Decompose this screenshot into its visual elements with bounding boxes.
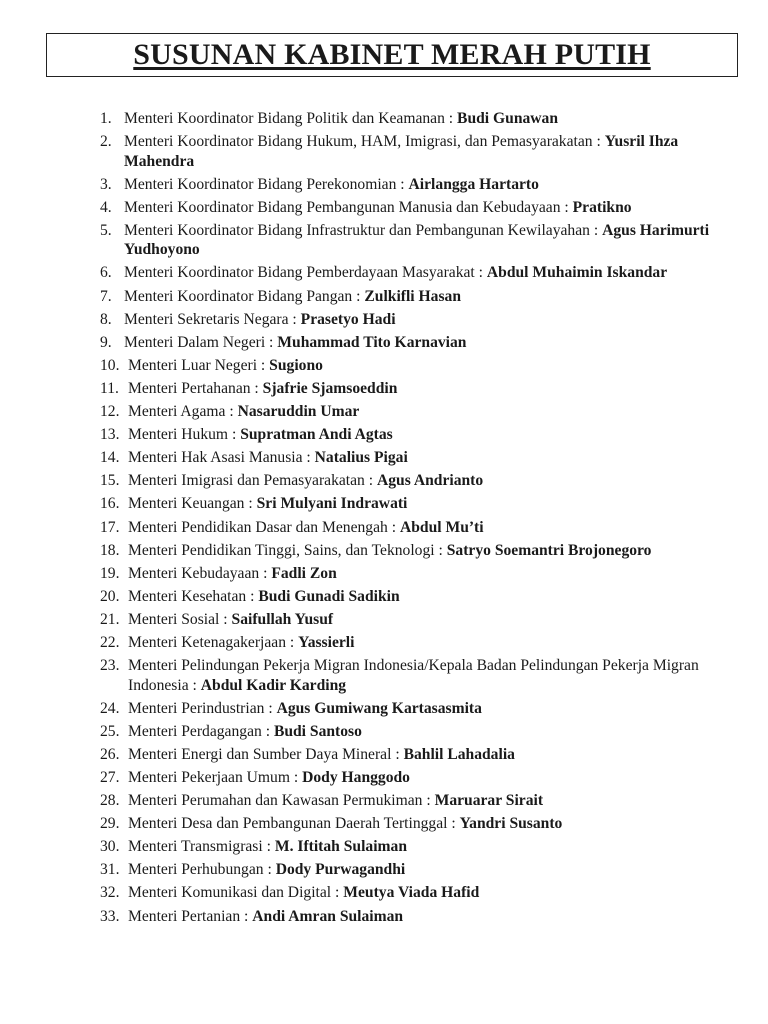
item-text (128, 837, 725, 857)
ministry-title: Menteri Kebudayaan : (128, 564, 268, 582)
item-text (124, 333, 725, 353)
minister-name: Sugiono (269, 356, 323, 374)
list-item (100, 541, 725, 561)
list-item (100, 356, 725, 376)
item-text (124, 175, 725, 195)
minister-name: Nasaruddin Umar (237, 403, 360, 421)
list-item (100, 518, 725, 538)
list-item (100, 610, 725, 630)
list-item (100, 132, 725, 171)
ministry-title: Menteri Pendidikan Tinggi, Sains, dan Teknologi : (128, 541, 443, 559)
ministry-title: Menteri Koordinator Bidang Pemberdayaan Masyarakat : (124, 264, 483, 282)
list-item (100, 287, 725, 307)
item-text (124, 109, 725, 129)
ministry-title: Menteri Transmigrasi : (128, 838, 271, 856)
list-item (100, 837, 725, 857)
minister-name: Abdul Muhaimin Iskandar (486, 264, 668, 282)
item-text (128, 610, 725, 630)
ministry-title: Menteri Agama : (128, 403, 234, 421)
item-number: 14. (100, 449, 120, 467)
list-item (100, 633, 725, 653)
minister-name: Supratman Andi Agtas (240, 426, 393, 444)
ministry-title: Menteri Koordinator Bidang Hukum, HAM, Imigrasi, dan Pemasyarakatan : (124, 133, 601, 151)
ministry-title: Menteri Pelindungan Pekerja Migran Indonesia/Kepala Badan Pelindungan Pekerja Migran Indonesia : (128, 657, 699, 694)
minister-name: Andi Amran Sulaiman (252, 907, 404, 925)
ministry-title: Menteri Hukum : (128, 426, 237, 444)
ministry-title: Menteri Imigrasi dan Pemasyarakatan : (128, 472, 374, 490)
list-item (100, 860, 725, 880)
item-number: 31. (100, 861, 120, 879)
item-number: 17. (100, 518, 120, 536)
item-text (128, 745, 725, 765)
minister-name: Budi Santoso (273, 722, 362, 740)
ministry-title: Menteri Sosial : (128, 610, 228, 628)
item-number: 2. (100, 133, 112, 151)
title-box (46, 33, 738, 77)
item-number: 15. (100, 472, 120, 490)
list-item (100, 310, 725, 330)
item-text (128, 907, 725, 927)
item-number: 3. (100, 175, 112, 193)
item-text (128, 356, 725, 376)
minister-name: Satryo Soemantri Brojonegoro (446, 541, 652, 559)
minister-name: Pratikno (572, 198, 632, 216)
item-number: 21. (100, 610, 120, 628)
item-text (128, 564, 725, 584)
item-text (128, 587, 725, 607)
minister-name: Natalius Pigai (314, 449, 408, 467)
item-number: 24. (100, 699, 120, 717)
ministry-title: Menteri Pendidikan Dasar dan Menengah : (128, 518, 397, 536)
minister-name: Agus Andrianto (377, 472, 484, 490)
item-number: 4. (100, 198, 112, 216)
ministry-title: Menteri Kesehatan : (128, 587, 255, 605)
ministry-title: Menteri Pertanian : (128, 907, 249, 925)
item-text (128, 883, 725, 903)
item-number: 9. (100, 333, 112, 351)
item-text (128, 425, 725, 445)
minister-name: Abdul Mu’ti (399, 518, 484, 536)
list-item (100, 221, 725, 260)
list-item (100, 722, 725, 742)
item-text (128, 791, 725, 811)
ministry-title: Menteri Desa dan Pembangunan Daerah Tertinggal : (128, 815, 456, 833)
ministry-title: Menteri Keuangan : (128, 495, 253, 513)
minister-name: Muhammad Tito Karnavian (277, 333, 467, 351)
minister-name: Prasetyo Hadi (300, 310, 396, 328)
ministry-title: Menteri Dalam Negeri : (124, 333, 274, 351)
minister-name: Meutya Viada Hafid (343, 884, 480, 902)
item-text (124, 287, 725, 307)
item-number: 23. (100, 657, 120, 675)
ministry-title: Menteri Pekerjaan Umum : (128, 768, 299, 786)
ministry-title: Menteri Koordinator Bidang Politik dan Keamanan : (124, 110, 454, 127)
ministry-title: Menteri Koordinator Bidang Pembangunan Manusia dan Kebudayaan : (124, 198, 569, 216)
list-item (100, 198, 725, 218)
minister-name: Airlangga Hartarto (408, 175, 539, 193)
ministry-title: Menteri Hak Asasi Manusia : (128, 449, 311, 467)
item-number: 30. (100, 838, 120, 856)
minister-name: Budi Gunawan (457, 110, 559, 127)
item-number: 16. (100, 495, 120, 513)
ministry-title: Menteri Ketenagakerjaan : (128, 633, 295, 651)
ministry-title: Menteri Luar Negeri : (128, 356, 266, 374)
minister-name: Yassierli (298, 633, 355, 651)
item-number: 25. (100, 722, 120, 740)
minister-name: Agus Gumiwang Kartasasmita (276, 699, 482, 717)
item-text (128, 379, 725, 399)
item-number: 7. (100, 287, 112, 305)
ministry-title: Menteri Perhubungan : (128, 861, 272, 879)
item-number: 1. (100, 110, 112, 127)
item-text (128, 518, 725, 538)
list-item (100, 425, 725, 445)
item-number: 22. (100, 633, 120, 651)
item-text (124, 132, 725, 171)
ministry-title: Menteri Sekretaris Negara : (124, 310, 297, 328)
minister-name: Agus Harimurti Yudhoyono (124, 221, 710, 259)
list-item (100, 471, 725, 491)
list-item (100, 699, 725, 719)
item-text (124, 221, 725, 260)
ministry-title: Menteri Koordinator Bidang Perekonomian : (124, 175, 405, 193)
minister-name: Maruarar Sirait (434, 792, 544, 810)
list-item (100, 656, 725, 695)
minister-name: Budi Gunadi Sadikin (258, 587, 400, 605)
item-text (128, 633, 725, 653)
ministry-title: Menteri Perumahan dan Kawasan Permukiman : (128, 792, 431, 810)
list-item (100, 564, 725, 584)
item-text (128, 722, 725, 742)
list-item (100, 263, 725, 283)
minister-name: Yandri Susanto (459, 815, 563, 833)
minister-name: Abdul Kadir Karding (200, 676, 347, 694)
cabinet-list (100, 109, 725, 930)
item-number: 6. (100, 264, 112, 282)
minister-name: Dody Hanggodo (302, 768, 410, 786)
item-text (128, 402, 725, 422)
item-text (124, 198, 725, 218)
list-item (100, 175, 725, 195)
item-number: 8. (100, 310, 112, 328)
ministry-title: Menteri Komunikasi dan Digital : (128, 884, 340, 902)
item-number: 18. (100, 541, 120, 559)
ministry-title: Menteri Koordinator Bidang Infrastruktur dan Pembangunan Kewilayahan : (124, 221, 599, 239)
list-item (100, 883, 725, 903)
item-number: 29. (100, 815, 120, 833)
item-number: 33. (100, 907, 120, 925)
list-item (100, 109, 725, 129)
minister-name: Zulkifli Hasan (364, 287, 462, 305)
item-text (128, 541, 725, 561)
minister-name: Yusril Ihza Mahendra (124, 133, 679, 170)
minister-name: Sri Mulyani Indrawati (256, 495, 408, 513)
item-text (124, 263, 725, 283)
item-text (128, 448, 725, 468)
list-item (100, 791, 725, 811)
minister-name: Saifullah Yusuf (231, 610, 334, 628)
item-text (124, 310, 725, 330)
item-number: 12. (100, 403, 120, 421)
minister-name: Fadli Zon (271, 564, 337, 582)
item-number: 26. (100, 745, 120, 763)
list-item (100, 768, 725, 788)
list-item (100, 333, 725, 353)
list-item (100, 448, 725, 468)
item-number: 27. (100, 768, 120, 786)
item-number: 5. (100, 221, 112, 239)
minister-name: Dody Purwagandhi (275, 861, 406, 879)
item-number: 20. (100, 587, 120, 605)
minister-name: M. Iftitah Sulaiman (274, 838, 407, 856)
item-number: 28. (100, 792, 120, 810)
list-item (100, 494, 725, 514)
item-number: 10. (100, 356, 120, 374)
item-text (128, 699, 725, 719)
minister-name: Sjafrie Sjamsoeddin (262, 379, 398, 397)
list-item (100, 379, 725, 399)
item-text (128, 860, 725, 880)
list-item (100, 814, 725, 834)
item-text (128, 814, 725, 834)
item-text (128, 494, 725, 514)
page-title: SUSUNAN KABINET MERAH PUTIH (133, 38, 651, 71)
item-number: 32. (100, 884, 120, 902)
list-item (100, 745, 725, 765)
ministry-title: Menteri Koordinator Bidang Pangan : (124, 287, 361, 305)
ministry-title: Menteri Perdagangan : (128, 722, 271, 740)
item-text (128, 471, 725, 491)
list-item (100, 402, 725, 422)
item-text (128, 768, 725, 788)
item-text (128, 656, 725, 695)
ministry-title: Menteri Perindustrian : (128, 699, 273, 717)
ministry-title: Menteri Energi dan Sumber Daya Mineral : (128, 745, 400, 763)
ministry-title: Menteri Pertahanan : (128, 379, 259, 397)
item-number: 19. (100, 564, 120, 582)
list-item (100, 587, 725, 607)
item-number: 13. (100, 426, 120, 444)
item-number: 11. (100, 379, 119, 397)
minister-name: Bahlil Lahadalia (403, 745, 515, 763)
list-item (100, 907, 725, 927)
